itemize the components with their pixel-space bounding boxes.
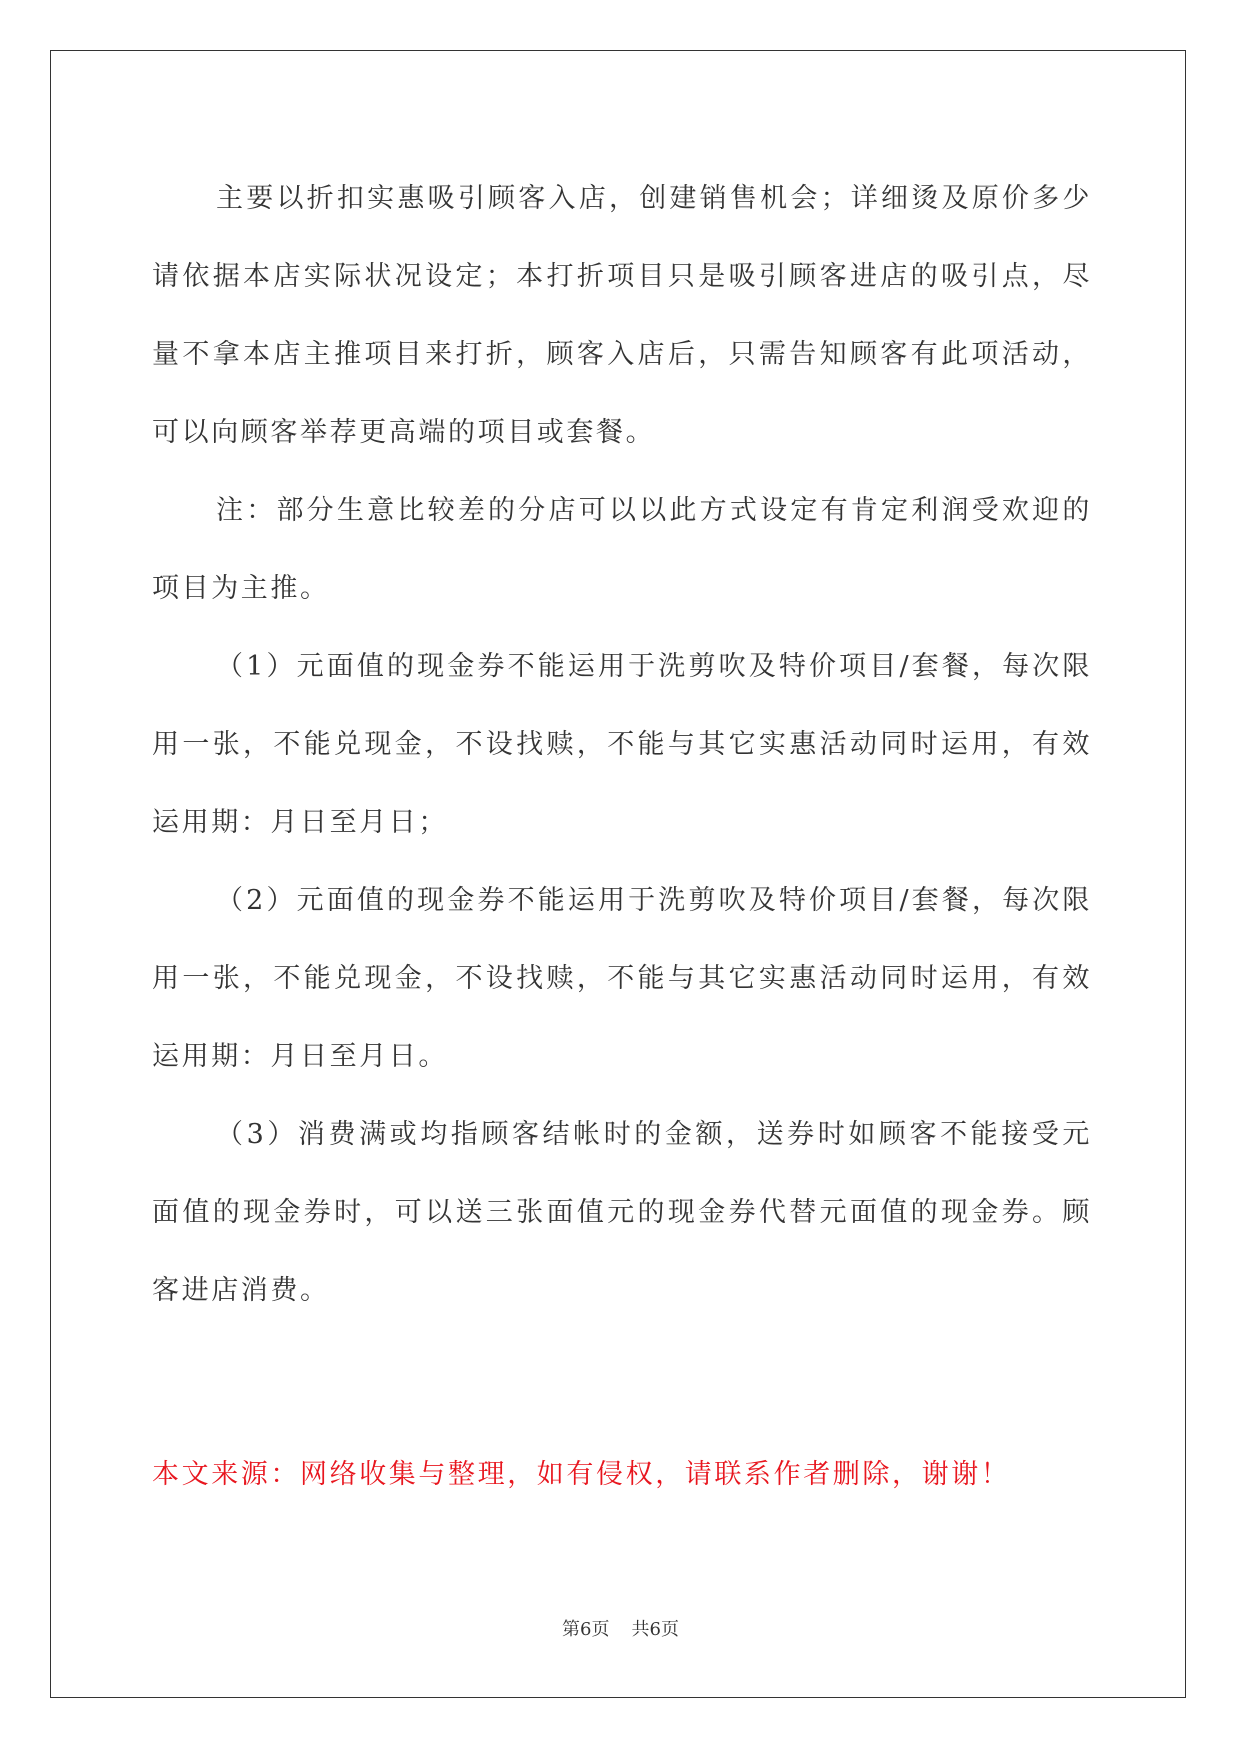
current-page-label: 第6页: [562, 1619, 610, 1640]
document-body: [152, 160, 1092, 1330]
paragraph-voucher-rule-3: （3）消费满或均指顾客结帐时的金额，送券时如顾客不能接受元面值的现金券时，可以送三张面值元的现金券代替元面值的现金券。顾客进店消费。: [152, 1119, 1092, 1306]
paragraph-discount-intro: 主要以折扣实惠吸引顾客入店，创建销售机会；详细烫及原价多少请依据本店实际状况设定；本打折项目只是吸引顾客进店的吸引点，尽量不拿本店主推项目来打折，顾客入店后，只需告知顾客有此项活动，可以向顾客举荐更高端的项目或套餐。: [152, 183, 1092, 448]
page-footer: [0, 1618, 1241, 1642]
source-note: 本文来源：网络收集与整理，如有侵权，请联系作者删除，谢谢！: [152, 1459, 1011, 1490]
paragraph-note: 注：部分生意比较差的分店可以以此方式设定有肯定利润受欢迎的项目为主推。: [152, 495, 1092, 604]
paragraph-voucher-rule-1: （1）元面值的现金券不能运用于洗剪吹及特价项目/套餐，每次限用一张，不能兑现金，不设找赎，不能与其它实惠活动同时运用，有效运用期：月日至月日；: [152, 651, 1092, 838]
total-pages-label: 共6页: [631, 1619, 679, 1640]
paragraph-voucher-rule-2: （2）元面值的现金券不能运用于洗剪吹及特价项目/套餐，每次限用一张，不能兑现金，不设找赎，不能与其它实惠活动同时运用，有效运用期：月日至月日。: [152, 885, 1092, 1072]
